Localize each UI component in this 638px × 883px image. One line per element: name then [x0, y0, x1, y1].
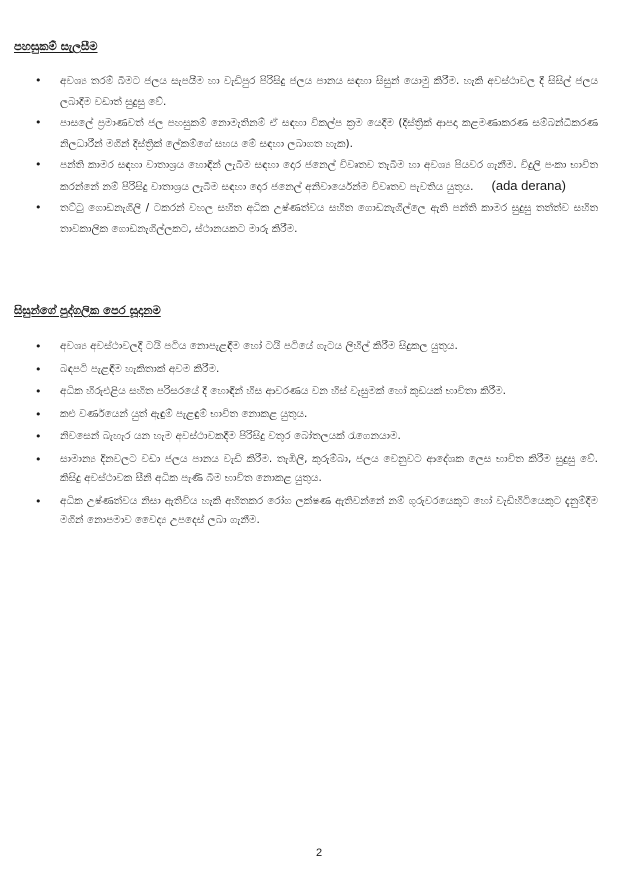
list-item	[0, 337, 638, 357]
item-text: කළු වර්ණයෙන් යුත් ඇඳුම් පැළඳුම් භාවිත නොකළ යුතුය.	[60, 407, 308, 420]
list-item	[0, 360, 638, 380]
bullet-icon: •	[35, 385, 42, 398]
item-text: අවශ්‍ය තරම් බීමට ජලය සැපයීම හා වැඩිපුර පිරිසිදු ජලය පානය සඳහා සිසුන් යොමු කිරීම. හැකි අවස්ථාවල දී සිසිල් ජලය ලබාදීම වඩාත් සුදුසු වේ.	[60, 75, 598, 108]
list-item	[0, 405, 638, 425]
page-number: 2	[315, 847, 323, 859]
bullet-icon: •	[35, 116, 42, 129]
bullet-list	[0, 337, 638, 531]
bullet-icon: •	[35, 452, 42, 466]
list-item	[0, 382, 638, 402]
item-text: පාසලේ ප්‍රමාණවත් ජල පහසුකම් නොමැතිනම් ඒ සඳහා විකල්ප ක්‍රම යෙදීම (දිස්ත්‍රික් ආපදා කළමණාකරණ සම්බන්ධීකරණ නිලධාරීන් මගින් දිස්ත්‍රික් ලේකම්ගේ සහය මේ සඳහා ලබාගත හැක).	[60, 117, 598, 150]
item-text: තට්ටු ගොඩනැගිලි / ටකරන් වහල සහිත අධික උෂ්ණත්වය සහිත ගොඩනැගිල්ලෙ ඇති පන්ති කාමර සුදුසු තත්ත්ව සහිත තාවකාලික ගොඩනැගිල්ලකට, ස්ථානයකට මාරු කිරීම.	[60, 202, 598, 235]
bullet-icon: •	[35, 340, 42, 353]
item-text: අධික හිරුඑළිය සහිත පරිසරයේ දී හොඳින් හිස ආවරණය වන හිස් වැසුමක් හෝ කුඩයක් භාවිතා කිරීම.	[60, 385, 506, 397]
bullet-icon: •	[35, 362, 42, 376]
section-student-preparation	[0, 302, 638, 534]
bullet-icon: •	[35, 430, 42, 443]
item-text: අවශ්‍ය අවස්ථාවලදී ටයි පටිය නොපැළඳීම හෝ ටයි පටියේ ගැටය ලිහිල් කිරීම සිදුකල යුතුය.	[60, 340, 458, 352]
list-item	[0, 427, 638, 447]
bullet-icon: •	[35, 158, 42, 171]
list-item	[0, 71, 638, 112]
bullet-icon: •	[35, 494, 42, 508]
list-item	[0, 155, 638, 197]
bullet-list	[0, 71, 638, 239]
bullet-icon: •	[35, 74, 42, 87]
list-item	[0, 492, 638, 531]
bullet-icon: •	[35, 201, 42, 214]
item-text: සාමාන්‍ය දිනවලට වඩා ජලය පානය වැඩි කිරීම. තැඹිලි, කුරුම්බා, ජලය වෙනුවට ආදේශක ලෙස භාවිත කිරීම සුදුසු වේ. කිසිදු අවස්ථාවක සීනි අධික පැණි බීම භාවිත නොකළ යුතුය.	[60, 452, 598, 484]
list-item	[0, 450, 638, 489]
source-watermark: (ada derana)	[491, 177, 566, 193]
item-text: පන්ති කාමර සඳහා වාතාශ්‍රය හොඳින් ලැබීම සඳහා දොර ජනෙල් විවෘතව තැබීම හා අවශ්‍ය පියවර ගැනීම. විදුලි පංකා භාවිත කරන්නේ නම් පිරිසිදු වාතාශ්‍රය ලැබීම සඳහා දොර ජනෙල් අනිවාර්යෙන්ම විවෘතව පැවතිය යුතුය.	[60, 159, 598, 193]
section-heading: පහසුකම් සැලසීම	[14, 39, 98, 53]
list-item	[0, 113, 638, 154]
item-text: බඳපටි පැළඳීම හැකිතාක් අවම කිරීම.	[60, 362, 220, 375]
section-heading: සිසුන්ගේ පුද්ගලික පෙර සූදානම	[14, 303, 161, 317]
section-facilities	[0, 38, 638, 240]
item-text: අධික උෂ්ණත්වය නිසා ඇතිවිය හැකි අහිතකර රෝග ලක්ෂණ ඇතිවන්නේ නම් ගුරුවරයෙකුට හෝ වැඩිහිටියෙකුට දැනුම්දීම මගින් නොපමාව වෛද්‍ය උපදෙස් ලබා ගැනීම.	[60, 494, 598, 526]
list-item	[0, 198, 638, 239]
bullet-icon: •	[35, 407, 42, 421]
item-text: නිවසෙන් බැහැර යන හැම අවස්ථාවකදීම පිරිසිදු වතුර බෝතලයක් රැගෙනයාම.	[60, 430, 401, 442]
